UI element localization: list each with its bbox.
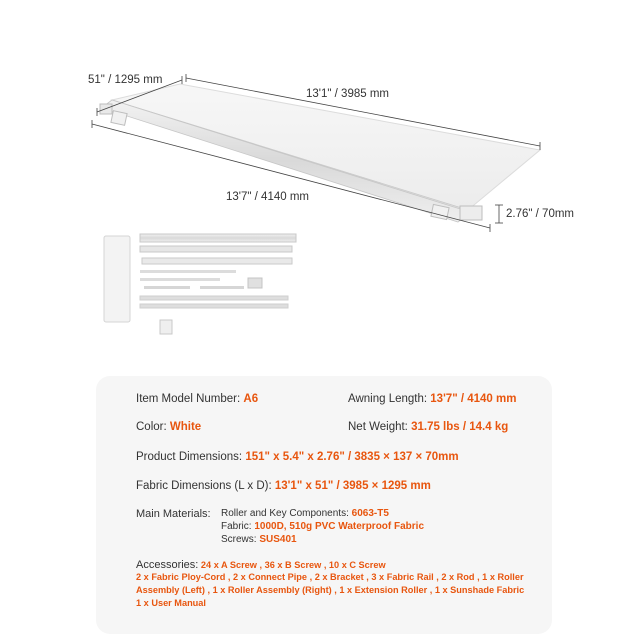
extension-roller-part — [142, 258, 292, 264]
awning-end-cap-right — [460, 206, 482, 220]
spec-model-value: A6 — [243, 393, 259, 405]
spec-fabric-dimensions — [136, 480, 431, 492]
spec-materials-label: Main Materials: — [136, 508, 211, 520]
materials-roller-value: 6063-T5 — [351, 508, 389, 519]
total-width-dimension-label: 13'7" / 4140 mm — [226, 191, 309, 203]
spec-materials-fabric — [221, 521, 424, 532]
spec-materials-roller — [221, 508, 389, 519]
spec-model — [136, 393, 258, 405]
spec-color-label: Color: — [136, 421, 167, 433]
fabric-rail-part-2 — [140, 278, 220, 281]
wall-bracket-left — [111, 111, 127, 126]
spec-accessories-line-4: 1 x User Manual — [136, 598, 206, 608]
screw-bag — [160, 320, 172, 334]
roller-assembly-part-2 — [140, 246, 292, 252]
awning-fabric — [112, 84, 540, 210]
spec-product-dimensions — [136, 451, 459, 463]
parts-kit — [104, 234, 296, 334]
spec-color — [136, 421, 201, 433]
materials-fabric-label: Fabric: — [221, 521, 252, 532]
spec-accessories-line-2: 2 x Fabric Ploy-Cord , 2 x Connect Pipe , 2 x Bracket , 3 x Fabric Rail , 2 x Rod , 1 x Roller — [136, 572, 524, 582]
fabric-rail-part — [140, 270, 236, 273]
spec-length-label: Awning Length: — [348, 393, 428, 405]
spec-weight-value: 31.75 lbs / 14.4 kg — [411, 421, 509, 433]
height-dimension-label: 2.76" / 70mm — [506, 208, 575, 220]
connect-pipe-part — [144, 286, 190, 289]
sunshade-fabric-roll — [104, 236, 130, 322]
spec-fabric-dimensions-value: 13'1" x 51" / 3985 × 1295 mm — [274, 480, 431, 492]
spec-materials-screws — [221, 534, 297, 545]
materials-roller-label: Roller and Key Components: — [221, 508, 349, 519]
spec-weight — [348, 421, 508, 433]
long-rail-part — [140, 296, 288, 300]
spec-color-value: White — [169, 421, 202, 433]
accessories-line-1-text: 24 x A Screw , 36 x B Screw , 10 x C Screw — [200, 560, 386, 570]
spec-weight-label: Net Weight: — [348, 421, 408, 433]
rod-part — [200, 286, 244, 289]
depth-dimension-label: 51" / 1295 mm — [88, 74, 163, 86]
spec-length-value: 13'7" / 4140 mm — [430, 393, 517, 405]
wall-bracket-right — [431, 204, 449, 219]
materials-screws-label: Screws: — [221, 534, 257, 545]
accessories-label: Accessories: — [136, 559, 199, 571]
materials-screws-value: SUS401 — [259, 534, 297, 545]
spec-product-dimensions-value: 151" x 5.4" x 2.76" / 3835 × 137 × 70mm — [245, 451, 459, 463]
spec-accessories-line-1 — [136, 559, 386, 571]
spec-product-dimensions-label: Product Dimensions: — [136, 451, 243, 463]
bracket-part — [248, 278, 262, 288]
roller-assembly-part — [140, 234, 296, 242]
specifications-card — [96, 376, 552, 634]
spec-model-label: Item Model Number: — [136, 393, 241, 405]
spec-accessories-line-3: Assembly (Left) , 1 x Roller Assembly (Right) , 1 x Extension Roller , 1 x Sunshade Fabric — [136, 585, 525, 595]
spec-length — [348, 393, 516, 405]
spec-fabric-dimensions-label: Fabric Dimensions (L x D): — [136, 480, 272, 492]
fabric-width-dimension-label: 13'1" / 3985 mm — [306, 88, 389, 100]
long-rail-part-2 — [140, 304, 288, 308]
materials-fabric-value: 1000D, 510g PVC Waterproof Fabric — [254, 521, 425, 532]
